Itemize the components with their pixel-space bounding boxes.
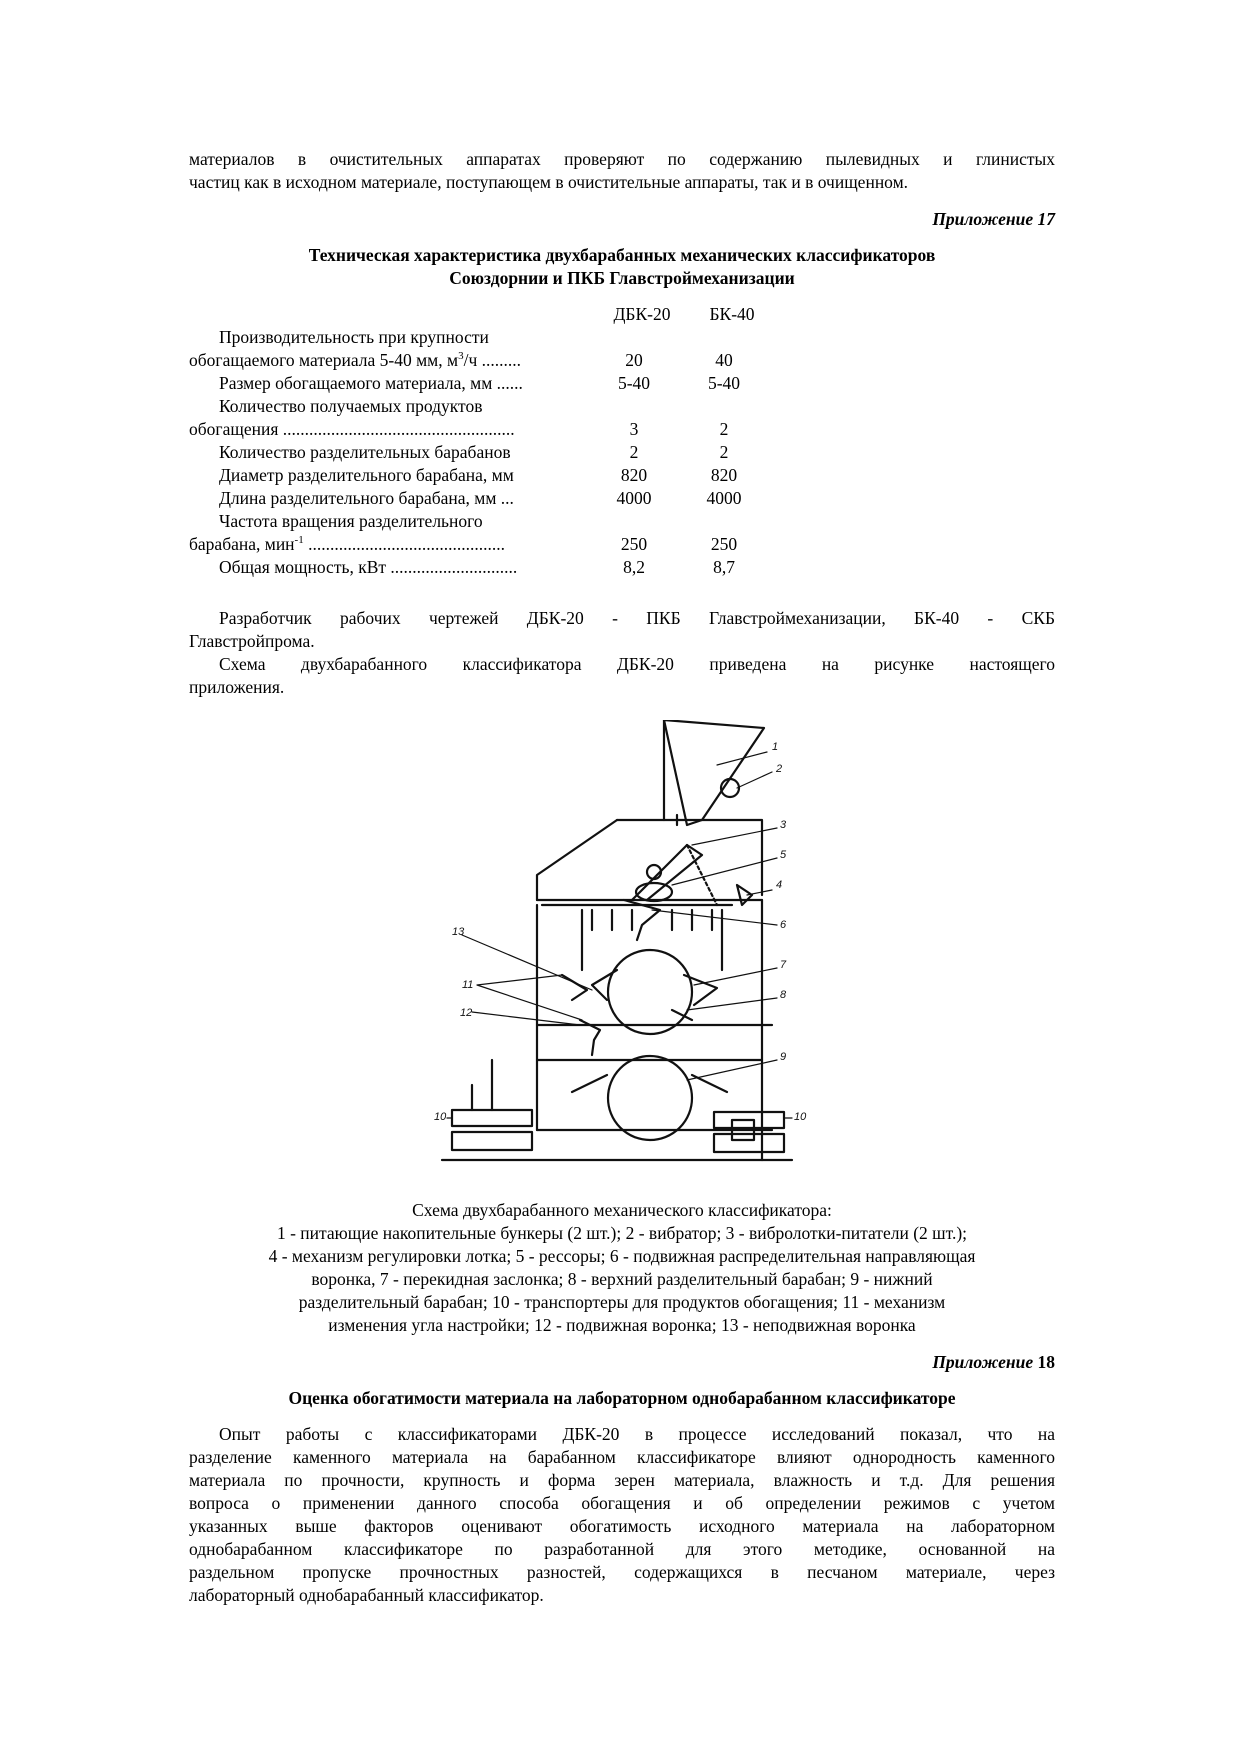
callout-9: 9: [780, 1051, 787, 1063]
row-label-tail: /ч .........: [463, 350, 521, 370]
developer-line-1: Разработчик рабочих чертежей ДБК-20 - ПКБ Главстроймеханизации, БК-40 - СКБ: [219, 608, 1055, 628]
caption-line-1: Схема двухбарабанного механического классификатора:: [412, 1200, 832, 1220]
classifier-diagram: [432, 720, 812, 1200]
intro-line-2: частиц как в исходном материале, поступающем в очистительные аппараты, так и в очищенном.: [189, 172, 909, 192]
callout-13: 13: [452, 926, 465, 938]
table-row: [189, 556, 769, 579]
appendix-17-title-line-1: Техническая характеристика двухбарабанных механических классификаторов: [308, 245, 936, 265]
callout-10-left: 10: [434, 1111, 447, 1123]
row-label: [189, 556, 589, 579]
row-label-tail: .............................................: [303, 534, 505, 554]
developer-line-2: Главстройпрома.: [189, 631, 315, 651]
callout-3: 3: [780, 819, 787, 831]
body-line-6: однобарабанном классификаторе по разработанной для этого методике, основанной на: [189, 1539, 1055, 1559]
row-label-line-2: [189, 350, 521, 370]
row-label-line-1: Частота вращения разделительного: [219, 511, 483, 531]
caption-line-4: воронка, 7 - перекидная заслонка; 8 - верхний разделительный барабан; 9 - нижний: [311, 1269, 933, 1289]
unit-superscript: -1: [294, 534, 304, 547]
row-label: [189, 510, 589, 556]
row-label-line-1: Диаметр разделительного барабана, мм: [219, 465, 514, 485]
value-dbk20: 2: [629, 442, 639, 462]
value-dbk20: 3: [629, 419, 639, 439]
row-label-line-1: Количество получаемых продуктов: [219, 396, 483, 416]
caption-line-6: изменения угла настройки; 12 - подвижная воронка; 13 - неподвижная воронка: [328, 1315, 916, 1335]
value-bk40: 5-40: [707, 373, 741, 393]
row-label-text: барабана, мин: [189, 534, 295, 554]
appendix-18-label: [189, 1351, 1055, 1374]
table-row: [189, 441, 769, 464]
table-row: [189, 326, 769, 372]
row-label: [189, 441, 589, 464]
intro-line-1: материалов в очистительных аппаратах проверяют по содержанию пылевидных и глинистых: [189, 149, 1055, 169]
table-row: [189, 372, 769, 395]
lower-drum: [572, 1056, 727, 1140]
appendix-18-title: Оценка обогатимости материала на лабораторном однобарабанном классификаторе: [288, 1388, 956, 1408]
body-line-2: разделение каменного материала на барабанном классификаторе влияют однородность каменного: [189, 1447, 1055, 1467]
leader-lines: [447, 752, 792, 1118]
row-label-line-1: Общая мощность, кВт .............................: [219, 557, 518, 577]
callout-4: 4: [776, 879, 783, 891]
column-dbk20: ДБК-20: [613, 304, 671, 324]
value-bk40: 250: [710, 534, 738, 554]
callout-2: 2: [776, 763, 783, 775]
body-line-3: материала по прочности, крупность и форма зерен материала, влажность и т.д. Для решения: [189, 1470, 1055, 1490]
row-label-line-1: Длина разделительного барабана, мм ...: [219, 488, 514, 508]
appendix-17-title-line-2: Союздорнии и ПКБ Главстроймеханизации: [449, 268, 795, 288]
value-dbk20: 820: [620, 465, 648, 485]
scheme-line-1: Схема двухбарабанного классификатора ДБК-20 приведена на рисунке настоящего: [219, 654, 1055, 674]
row-label: [189, 487, 589, 510]
value-bk40: 4000: [706, 488, 742, 508]
hopper: [664, 720, 764, 825]
callout-5: 5: [780, 849, 787, 861]
vibro-feeder: [632, 845, 717, 905]
row-label: [189, 326, 589, 372]
body-line-8: лабораторный однобарабанный классификатор.: [189, 1585, 544, 1605]
callout-12: 12: [460, 1007, 473, 1019]
caption-line-5: разделительный барабан; 10 - транспортеры для продуктов обогащения; 11 - механизм: [298, 1292, 946, 1312]
table-row: [189, 395, 769, 441]
row-label: [189, 464, 589, 487]
row-label-line-2: обогащения .....................................................: [189, 419, 515, 439]
appendix-18-word: Приложение: [932, 1352, 1034, 1372]
value-dbk20: 8,2: [623, 557, 645, 577]
value-bk40: 8,7: [713, 557, 735, 577]
row-label: [189, 372, 589, 395]
value-dbk20: 20: [625, 350, 643, 370]
body-line-1: Опыт работы с классификаторами ДБК-20 в процессе исследований показал, что на: [219, 1424, 1055, 1444]
value-bk40: 40: [715, 350, 733, 370]
row-label-line-1: Размер обогащаемого материала, мм ......: [219, 373, 523, 393]
callout-8: 8: [780, 989, 787, 1001]
caption-line-3: 4 - механизм регулировки лотка; 5 - рессоры; 6 - подвижная распределительная направляющая: [268, 1246, 976, 1266]
upper-housing: [537, 820, 762, 905]
value-dbk20: 250: [620, 534, 648, 554]
value-dbk20: 4000: [616, 488, 652, 508]
value-dbk20: 5-40: [617, 373, 651, 393]
callout-7: 7: [780, 959, 787, 971]
spec-table-header: [597, 303, 797, 326]
value-bk40: 2: [719, 419, 729, 439]
conveyor-left: [452, 1060, 532, 1150]
upper-drum: [592, 950, 717, 1034]
row-label: [189, 395, 589, 441]
caption-line-2: 1 - питающие накопительные бункеры (2 шт.); 2 - вибратор; 3 - вибролотки-питатели (2 шт.);: [276, 1223, 968, 1243]
scheme-line-2: приложения.: [189, 677, 285, 697]
spec-table: [189, 326, 769, 579]
row-label-line-1: Производительность при крупности: [219, 327, 489, 347]
value-bk40: 2: [719, 442, 729, 462]
row-label-line-2: [189, 534, 505, 554]
unit-superscript: 3: [458, 350, 464, 363]
table-row: [189, 487, 769, 510]
table-row: [189, 510, 769, 556]
callout-10-right: 10: [794, 1111, 807, 1123]
appendix-17-label: Приложение 17: [932, 209, 1055, 229]
row-label-text: обогащаемого материала 5-40 мм, м: [189, 350, 459, 370]
callout-1: 1: [772, 741, 779, 753]
body-line-5: указанных выше факторов оценивают обогатимость исходного материала на лабораторном: [189, 1516, 1055, 1536]
appendix-18-number: 18: [1037, 1352, 1055, 1372]
row-label-line-1: Количество разделительных барабанов: [219, 442, 511, 462]
value-bk40: 820: [710, 465, 738, 485]
column-bk40: БК-40: [709, 304, 755, 324]
body-line-4: вопроса о применении данного способа обогащения и об определении режимов с учетом: [189, 1493, 1055, 1513]
body-line-7: раздельном пропуске прочностных разностей, содержащихся в песчаном материале, через: [189, 1562, 1055, 1582]
callout-6: 6: [780, 919, 787, 931]
conveyor-right: [714, 1112, 784, 1152]
callout-11: 11: [462, 979, 474, 991]
table-row: [189, 464, 769, 487]
